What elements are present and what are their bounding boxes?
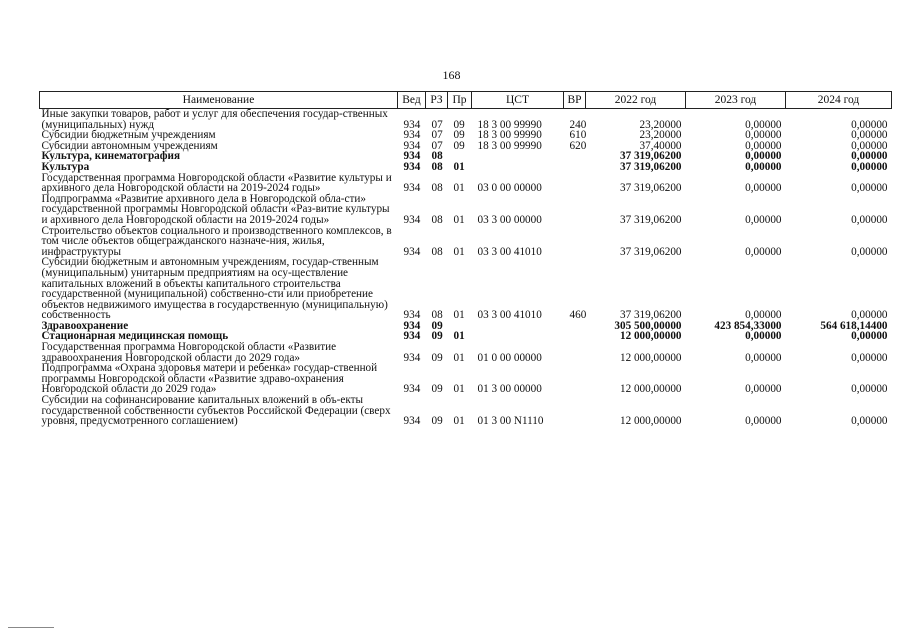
cell-vr: 460 — [569, 309, 587, 322]
cell-vr — [564, 226, 586, 258]
cell-2022: 37 319,06200 — [619, 213, 682, 226]
cell-2022: 12 000,00000 — [619, 330, 682, 343]
cell-2022: 37 319,06200 — [619, 245, 682, 258]
cell-vr: 610 — [569, 129, 587, 142]
cell-2023: 423 854,33000 — [714, 319, 782, 332]
cell-2022: 12 000,00000 — [619, 383, 682, 396]
cell-cst — [472, 162, 564, 173]
cell-pr: 01 — [453, 245, 465, 258]
cell-2023: 0,00000 — [745, 415, 782, 428]
cell-2023: 0,00000 — [745, 129, 782, 142]
cell-2023: 0,00000 — [745, 309, 782, 322]
cell-ved: 934 — [403, 330, 421, 343]
cell-rz: 08 — [431, 150, 443, 163]
cell-2024: 0,00000 — [851, 213, 888, 226]
cell-2024: 0,00000 — [851, 118, 888, 131]
cell-vr: 620 — [569, 139, 587, 152]
table-row — [40, 226, 892, 258]
cell-cst: 18 3 00 99990 — [477, 129, 542, 142]
cell-2023: 0,00000 — [745, 383, 782, 396]
column-header-ved: Вед — [398, 92, 426, 109]
cell-2023: 0,00000 — [745, 330, 782, 343]
cell-rz: 09 — [431, 415, 443, 428]
cell-ved: 934 — [403, 351, 421, 364]
cell-rz: 08 — [431, 182, 443, 195]
cell-vr — [564, 321, 586, 332]
cell-vr: 240 — [569, 118, 587, 131]
cell-name: Субсидии на софинансирование капитальных вложений в объ-екты государственной собственности субъектов Российской Федерации (сверх уровня, предусмотренного соглашением) — [41, 394, 391, 428]
cell-name: Культура, кинематография — [41, 150, 180, 163]
cell-2023: 0,00000 — [745, 118, 782, 131]
column-header-vr: ВР — [564, 92, 586, 109]
cell-ved: 934 — [403, 150, 421, 163]
cell-pr: 09 — [453, 139, 465, 152]
cell-cst: 18 3 00 99990 — [477, 139, 542, 152]
cell-cst: 01 0 00 00000 — [477, 351, 542, 364]
cell-ved: 934 — [403, 129, 421, 142]
cell-cst: 03 3 00 41010 — [477, 245, 542, 258]
column-header-2024: 2024 год — [786, 92, 892, 109]
cell-rz: 08 — [431, 160, 443, 173]
cell-2024: 0,00000 — [851, 351, 888, 364]
cell-2024: 0,00000 — [851, 245, 888, 258]
cell-ved: 934 — [403, 245, 421, 258]
cell-name: Здравоохранение — [41, 319, 129, 332]
cell-vr — [564, 342, 586, 363]
cell-2023: 0,00000 — [745, 213, 782, 226]
page-number: 168 — [442, 68, 461, 82]
cell-2022: 37 319,06200 — [619, 309, 682, 322]
cell-name: Субсидии бюджетным и автономным учреждениям, государ-ственным (муниципальным) унитарным предприятиям на осу-ществление капитальных вложений в объекты капитального строительства государственной (муниципальной) собственно-сти или приобретение объектов недвижимого имущества в государственную (муниципальную) собственность — [41, 256, 388, 322]
cell-rz: 08 — [431, 213, 443, 226]
cell-2023: 0,00000 — [745, 182, 782, 195]
cell-2022: 37 319,06200 — [619, 160, 682, 173]
cell-name: Стационарная медицинская помощь — [41, 330, 229, 343]
cell-rz: 07 — [431, 139, 443, 152]
cell-ved: 934 — [403, 415, 421, 428]
cell-2022: 37 319,06200 — [619, 150, 682, 163]
cell-pr: 01 — [453, 415, 465, 428]
table-row — [40, 109, 892, 131]
cell-pr: 01 — [453, 213, 465, 226]
cell-rz: 08 — [431, 245, 443, 258]
cell-cst — [472, 151, 564, 162]
cell-2024: 0,00000 — [851, 383, 888, 396]
cell-name: Государственная программа Новгородской области «Развитие здравоохранения Новгородской области до 2029 года» — [41, 341, 337, 364]
cell-name: Иные закупки товаров, работ и услуг для обеспечения государ-ственных (муниципальных) нужд — [41, 108, 388, 131]
cell-2024: 0,00000 — [851, 415, 888, 428]
cell-cst: 03 3 00 00000 — [477, 213, 542, 226]
cell-vr — [564, 151, 586, 162]
cell-cst: 01 3 00 00000 — [477, 383, 542, 396]
column-header-rz: РЗ — [426, 92, 448, 109]
cell-2022: 37,40000 — [639, 139, 682, 152]
column-header-name: Наименование — [40, 92, 398, 109]
cell-2023: 0,00000 — [745, 139, 782, 152]
column-header-cst: ЦСТ — [472, 92, 564, 109]
cell-cst: 18 3 00 99990 — [477, 118, 542, 131]
column-header-2023: 2023 год — [686, 92, 786, 109]
cell-2023: 0,00000 — [745, 245, 782, 258]
cell-cst — [472, 331, 564, 342]
cell-vr — [564, 331, 586, 342]
cell-pr: 09 — [453, 129, 465, 142]
cell-2024: 0,00000 — [851, 150, 888, 163]
cell-name: Субсидии автономным учреждениям — [41, 139, 218, 152]
cell-pr: 01 — [453, 160, 465, 173]
cell-2022: 37 319,06200 — [619, 182, 682, 195]
cell-rz: 07 — [431, 129, 443, 142]
cell-rz: 08 — [431, 309, 443, 322]
cell-vr — [564, 363, 586, 395]
cell-rz: 09 — [431, 319, 443, 332]
cell-2024: 564 618,14400 — [820, 319, 888, 332]
cell-cst: 01 3 00 N1110 — [477, 415, 544, 428]
cell-2023: 0,00000 — [745, 150, 782, 163]
cell-cst: 03 0 00 00000 — [477, 182, 542, 195]
cell-2024: 0,00000 — [851, 129, 888, 142]
cell-ved: 934 — [403, 182, 421, 195]
cell-ved: 934 — [403, 160, 421, 173]
cell-2022: 23,20000 — [639, 129, 682, 142]
cell-2022: 12 000,00000 — [619, 351, 682, 364]
cell-ved: 934 — [403, 118, 421, 131]
table-header-row — [40, 92, 892, 109]
cell-name: Субсидии бюджетным учреждениям — [41, 129, 216, 142]
cell-2024: 0,00000 — [851, 182, 888, 195]
table-row — [40, 173, 892, 194]
cell-ved: 934 — [403, 213, 421, 226]
cell-pr: 01 — [453, 383, 465, 396]
cell-pr: 01 — [453, 330, 465, 343]
table-row — [40, 162, 892, 173]
budget-table — [39, 91, 892, 427]
cell-name: Подпрограмма «Развитие архивного дела в Новгородской обла-сти» государственной программы Новгородской области «Раз-витие культуры и архивного дела Новгородской области на 2019-2024 годы» — [41, 192, 390, 226]
table-body — [40, 109, 892, 427]
cell-2024: 0,00000 — [851, 309, 888, 322]
table-row — [40, 395, 892, 427]
cell-name: Государственная программа Новгородской области «Развитие культуры и архивного дела Новгородской области на 2019-2024 годы» — [41, 171, 392, 195]
column-header-pr: Пр — [448, 92, 472, 109]
cell-vr — [564, 395, 586, 427]
cell-pr: 01 — [453, 309, 465, 322]
table-row — [40, 342, 892, 363]
column-header-2022: 2022 год — [586, 92, 686, 109]
cell-2022: 12 000,00000 — [619, 415, 682, 428]
cell-2024: 0,00000 — [851, 330, 888, 343]
cell-cst — [472, 321, 564, 332]
table-row — [40, 194, 892, 226]
cell-ved: 934 — [403, 139, 421, 152]
cell-ved: 934 — [403, 309, 421, 322]
cell-pr: 09 — [453, 118, 465, 131]
cell-cst: 03 3 00 41010 — [477, 309, 542, 322]
cell-vr — [564, 162, 586, 173]
cell-rz: 09 — [431, 383, 443, 396]
cell-pr: 01 — [453, 182, 465, 195]
cell-2024: 0,00000 — [851, 139, 888, 152]
cell-ved: 934 — [403, 319, 421, 332]
cell-pr: 01 — [453, 351, 465, 364]
cell-rz: 09 — [431, 351, 443, 364]
cell-rz: 07 — [431, 118, 443, 131]
cell-vr — [564, 194, 586, 226]
cell-2022: 305 500,00000 — [614, 319, 682, 332]
table-row — [40, 257, 892, 321]
cell-name: Строительство объектов социального и производственного комплексов, в том числе объектов общегражданского назначе-ния, жилья, инфраструктуры — [41, 224, 392, 258]
cell-name: Подпрограмма «Охрана здоровья матери и ребенка» государ-ственной программы Новгородской области «Развитие здраво-охранения Новгородской области до 2029 года» — [41, 362, 378, 396]
cell-2024: 0,00000 — [851, 160, 888, 173]
cell-2023: 0,00000 — [745, 351, 782, 364]
cell-name: Культура — [41, 160, 90, 173]
table-row — [40, 363, 892, 395]
footer-divider — [8, 627, 54, 628]
cell-2023: 0,00000 — [745, 160, 782, 173]
cell-2022: 23,20000 — [639, 118, 682, 131]
cell-ved: 934 — [403, 383, 421, 396]
cell-vr — [564, 173, 586, 194]
cell-rz: 09 — [431, 330, 443, 343]
